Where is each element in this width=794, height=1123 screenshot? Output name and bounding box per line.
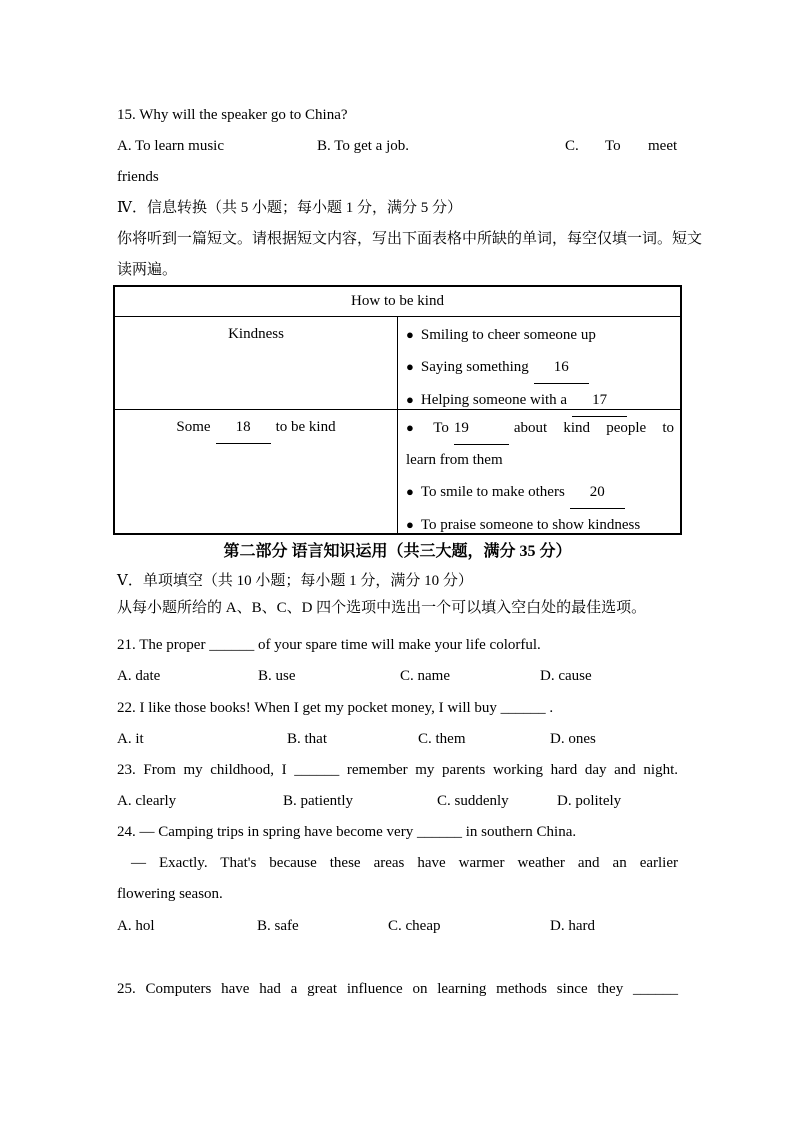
q24-option-c: C. cheap — [388, 918, 441, 934]
section5-title: Ⅴ．单项填空（共 10 小题；每小题 1 分，满分 10 分） — [117, 573, 473, 589]
bullet-icon: ● — [406, 327, 414, 342]
bullet1-text: Smiling to cheer someone up — [420, 327, 596, 343]
q21-options-row — [117, 661, 678, 692]
ways-label-pre: Some — [176, 419, 211, 435]
bullet-icon: ● — [406, 392, 414, 407]
q24-reply-line1: — Exactly. That's because these areas have warmer weather and an earlier — [131, 855, 678, 871]
list-item — [406, 351, 674, 384]
q22-option-a: A. it — [117, 731, 144, 747]
bullet2-text: Saying something — [420, 359, 529, 375]
blank-17: 17 — [572, 385, 627, 417]
list-item-continuation — [406, 445, 674, 476]
q21-option-a: A. date — [117, 668, 161, 684]
q15-option-c-word1: To — [605, 138, 621, 154]
ways-label-post: to be kind — [275, 419, 336, 435]
bullet-icon: ● — [406, 484, 414, 499]
table-cell-ways-label — [115, 410, 398, 533]
table-cell-kindness-label: Kindness — [115, 317, 398, 409]
q23-option-d: D. politely — [557, 793, 622, 809]
blank-16: 16 — [534, 352, 589, 384]
kindness-table-title: How to be kind — [115, 287, 680, 317]
q24-option-b: B. safe — [257, 918, 299, 934]
q24-option-a: A. hol — [117, 918, 155, 934]
q15-option-c-label: C. — [565, 138, 579, 154]
blank-20: 20 — [570, 477, 625, 509]
table-cell-ways-details — [398, 410, 680, 533]
bullet-icon: ● — [406, 359, 414, 374]
q24-stem: 24. — Camping trips in spring have become very ______ in southern China. — [117, 824, 577, 840]
bullet-icon: ● — [406, 420, 427, 435]
list-item — [406, 319, 674, 351]
section5-instruction: 从每小题所给的 A、B、C、D 四个选项中选出一个可以填入空白处的最佳选项。 — [117, 600, 647, 616]
q21-option-b: B. use — [258, 668, 296, 684]
blank-18: 18 — [216, 412, 271, 444]
q24-options-row — [117, 911, 678, 942]
table-cell-kindness-details — [398, 317, 680, 409]
q24-reply-line2: flowering season. — [117, 886, 223, 902]
q22-option-d: D. ones — [550, 731, 596, 747]
q25-stem: 25. Computers have had a great influence on learning methods since they ______ — [117, 981, 678, 997]
q23-option-c: C. suddenly — [437, 793, 509, 809]
list-item — [406, 412, 674, 445]
q15-option-c-word2: meet — [648, 138, 678, 154]
q23-options-row — [117, 786, 678, 817]
table-row-ways — [115, 410, 680, 533]
table-row-kindness — [115, 317, 680, 410]
q22-options-row — [117, 724, 678, 755]
q23-stem: 23. From my childhood, I ______ remember my parents working hard day and night. — [117, 762, 678, 778]
section4-instruction-line2: 读两遍。 — [117, 262, 178, 278]
q21-option-c: C. name — [400, 668, 450, 684]
q15-option-a: A. To learn music — [117, 138, 224, 154]
kindness-table — [113, 285, 682, 535]
q15-stem: 15. Why will the speaker go to China? — [117, 107, 348, 123]
q21-option-d: D. cause — [540, 668, 592, 684]
q15-options-row — [117, 131, 678, 162]
bullet1-pre: To — [433, 420, 449, 436]
q24-option-d: D. hard — [550, 918, 595, 934]
bullet2-text: To smile to make others — [420, 484, 565, 500]
bullet1-post: about kind people to — [513, 420, 674, 436]
q21-stem: 21. The proper ______ of your spare time will make your life colorful. — [117, 637, 541, 653]
bullet1-continuation: learn from them — [406, 452, 503, 468]
q23-option-a: A. clearly — [117, 793, 177, 809]
bullet3-text: Helping someone with a — [420, 392, 568, 408]
bullet-icon: ● — [406, 517, 414, 532]
part2-heading: 第二部分 语言知识运用（共三大题，满分 35 分） — [223, 543, 572, 560]
blank-19: 19 — [454, 413, 509, 445]
bullet3-text: To praise someone to show kindness — [420, 517, 641, 533]
list-item — [406, 476, 674, 509]
q22-stem: 22. I like those books! When I get my pocket money, I will buy ______ . — [117, 700, 554, 716]
q23-option-b: B. patiently — [283, 793, 353, 809]
q15-option-b: B. To get a job. — [317, 138, 409, 154]
q22-option-b: B. that — [287, 731, 327, 747]
section4-instruction-line1: 你将听到一篇短文。请根据短文内容，写出下面表格中所缺的单词，每空仅填一词。短文 — [117, 231, 703, 247]
q22-option-c: C. them — [418, 731, 466, 747]
q15-option-c-continuation: friends — [117, 169, 159, 185]
section4-title: Ⅳ．信息转换（共 5 小题；每小题 1 分，满分 5 分） — [117, 200, 462, 216]
